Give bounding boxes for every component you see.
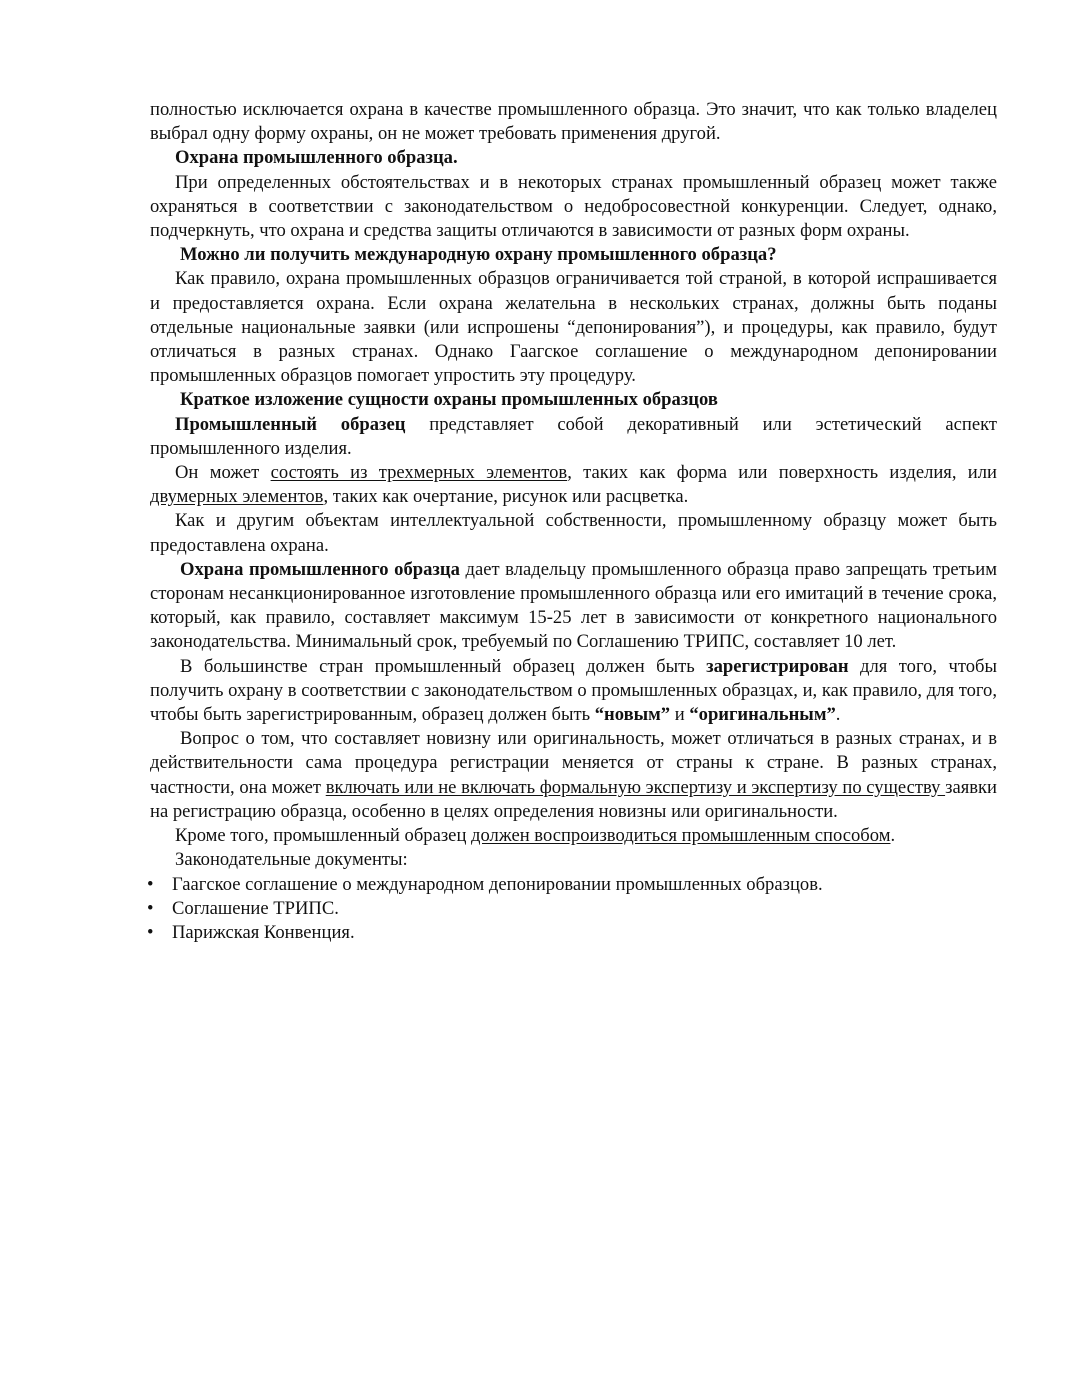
text-segment: . [835, 704, 841, 726]
paragraph-elements [150, 461, 997, 509]
text-segment: В большинстве стран промышленный образец должен быть [180, 655, 707, 677]
underlined-3d-elements: состоять из трехмерных элементов [270, 462, 568, 484]
text-segment: Кроме того, промышленный образец [175, 825, 472, 847]
paragraph-unfair-competition: При определенных обстоятельствах и в некоторых странах промышленный образец может также охраняться в соответствии с законодательством о недобросовестной конкуренции. Следует, однако, подчеркнуть, что охрана и средства защиты отличаются в зависимости от разных форм охраны. [150, 171, 997, 242]
text-segment: , таких как очертание, рисунок или расцветка. [323, 486, 689, 508]
term-industrial-design: Промышленный образец [175, 413, 406, 435]
bullet-icon: • [147, 921, 154, 943]
definition-text: представляет собой декоративный или эстетический аспект промышленного изделия. [150, 413, 997, 459]
paragraph-protection-term [150, 558, 997, 655]
list-item [147, 873, 997, 897]
protection-term-text: дает владельцу промышленного образца право запрещать третьим сторонам несанкционированное изготовление промышленного образца или его имитаций в течение срока, который, как правило, составляет максимум 15-25 лет в зависимости от конкретного национального законодательства. Минимальный срок, требуемый по Соглашению ТРИПС, составляет 10 лет. [150, 558, 997, 653]
paragraph-registration [150, 655, 997, 728]
term-new: “новым” [594, 704, 671, 726]
heading-protection: Охрана промышленного образца. [175, 147, 458, 169]
text-segment: . [890, 825, 896, 847]
paragraph-legal-documents: Законодательные документы: [175, 849, 408, 871]
underlined-reproduction: должен воспроизводиться промышленным способом [471, 825, 891, 847]
text-segment: и [670, 704, 690, 726]
underlined-examination: включать или не включать формальную экспертизу и экспертизу по существу [325, 776, 946, 798]
legal-documents-list [147, 873, 997, 946]
heading-summary: Краткое изложение сущности охраны промышленных образцов [180, 389, 718, 411]
term-registered: зарегистрирован [706, 655, 849, 677]
bullet-icon: • [147, 897, 154, 919]
bullet-icon: • [147, 873, 154, 895]
term-original: “оригинальным” [689, 704, 836, 726]
text-segment: для того, чтобы получить охрану в соответствии с законодательством о промышленных образцах, и, как правило, для того, чтобы быть зарегистрированным, образец должен быть [150, 655, 997, 726]
text-segment: Вопрос о том, что составляет новизну или оригинальность, может отличаться в разных странах, и в действительности сама процедура регистрации меняется от страны к стране. В разных странах, частности, она может [150, 728, 997, 798]
text-segment: , таких как форма или поверхность изделия, или [567, 462, 997, 484]
list-item [147, 921, 997, 945]
paragraph-novelty [150, 727, 997, 824]
paragraph-industrial-reproduction [150, 824, 997, 848]
list-item-text: Соглашение ТРИПС. [172, 897, 339, 919]
text-segment: заявки на регистрацию образца, особенно в целях определения новизны или оригинальности. [150, 776, 998, 822]
heading-international-protection: Можно ли получить международную охрану промышленного образца? [180, 244, 777, 266]
paragraph-definition [150, 413, 997, 461]
list-item-text: Гаагское соглашение о международном депонировании промышленных образцов. [172, 873, 823, 895]
list-item-text: Парижская Конвенция. [172, 921, 355, 943]
paragraph-national-applications: Как правило, охрана промышленных образцов ограничивается той страной, в которой испрашивается и предоставляется охрана. Если охрана желательна в нескольких странах, должны быть поданы отдельные национальные заявки (или испрошены “депонирования”), и процедуры, как правило, будут отличаться в разных странах. Однако Гаагское соглашение о международном депонировании промышленных образцов помогает упростить эту процедуру. [150, 268, 997, 387]
document-page [147, 98, 998, 945]
text-segment: Он может [175, 462, 271, 484]
paragraph-ip-protection: Как и другим объектам интеллектуальной собственности, промышленному образцу может быть предоставлена охрана. [150, 510, 997, 556]
term-design-protection: Охрана промышленного образца [180, 558, 460, 580]
underlined-2d-elements: двумерных элементов [150, 486, 324, 508]
list-item [147, 897, 997, 921]
paragraph-continuation: полностью исключается охрана в качестве промышленного образца. Это значит, что как только владелец выбрал одну форму охраны, он не может требовать применения другой. [150, 99, 997, 145]
